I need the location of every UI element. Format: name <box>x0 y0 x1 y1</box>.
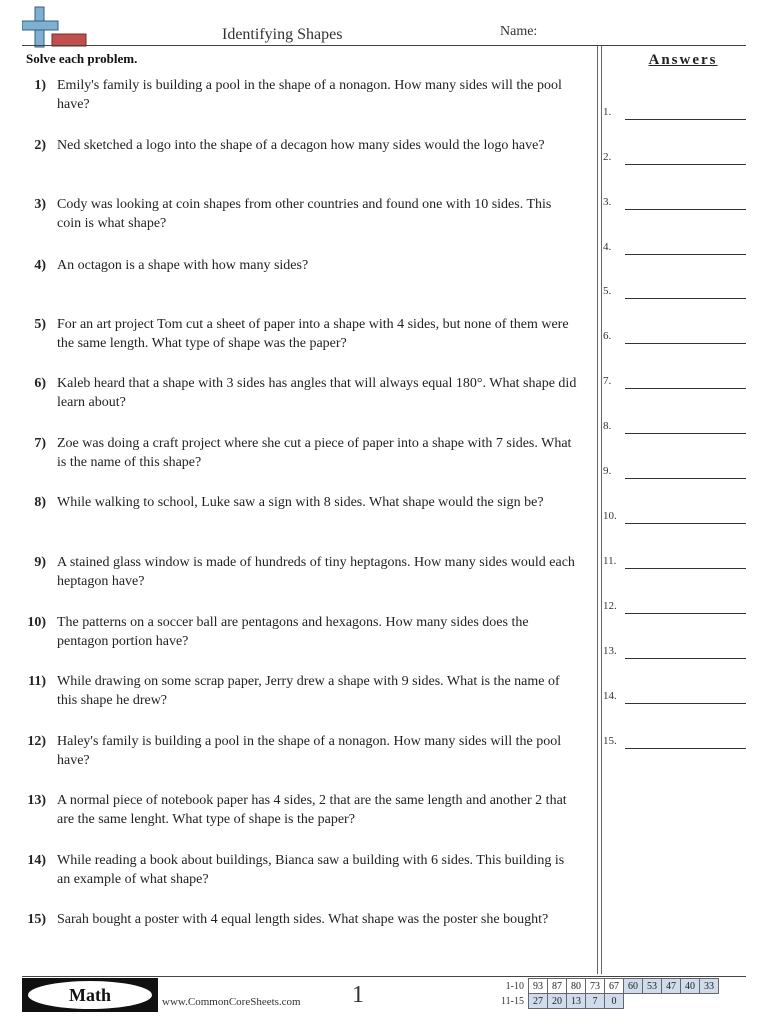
answer-label: 11. <box>603 555 617 567</box>
answer-label: 13. <box>603 645 617 657</box>
score-cell: 0 <box>604 994 623 1009</box>
column-divider <box>601 46 602 974</box>
problem-text: Haley's family is building a pool in the shape of a nonagon. How many sides will the pool have? <box>57 734 562 768</box>
problem-number: 10) <box>27 615 46 630</box>
answer-label: 6. <box>603 330 612 342</box>
answer-field[interactable] <box>603 100 746 120</box>
problem-number: 13) <box>27 793 46 808</box>
problem-text: While drawing on some scrap paper, Jerry drew a shape with 9 sides. What is the name of this shape he drew? <box>57 674 560 708</box>
score-cell: 20 <box>547 994 566 1009</box>
answer-label: 2. <box>603 151 612 163</box>
answer-field[interactable] <box>603 145 746 165</box>
problem-text: The patterns on a soccer ball are pentagons and hexagons. How many sides does the pentagon portion have? <box>57 615 529 649</box>
header-divider <box>22 45 746 46</box>
problem-number: 7) <box>34 436 46 451</box>
problem-number: 8) <box>34 495 46 510</box>
site-url: www.CommonCoreSheets.com <box>162 996 301 1008</box>
problem-text: Sarah bought a poster with 4 equal length sides. What shape was the poster she bought? <box>57 912 549 927</box>
problem-text: An octagon is a shape with how many sides? <box>57 258 309 273</box>
problem-number: 1) <box>34 78 46 93</box>
math-badge-label: Math <box>28 981 152 1009</box>
answer-line <box>625 613 746 614</box>
answers-heading: Answers <box>648 52 718 68</box>
column-divider <box>597 46 598 974</box>
problem-number: 14) <box>27 853 46 868</box>
answer-field[interactable] <box>603 594 746 614</box>
problem-text: Ned sketched a logo into the shape of a decagon how many sides would the logo have? <box>57 138 545 153</box>
problem-number: 12) <box>27 734 46 749</box>
problem-number: 2) <box>34 138 46 153</box>
score-row <box>499 994 718 1009</box>
problem-number: 4) <box>34 258 46 273</box>
problem-text: Kaleb heard that a shape with 3 sides has angles that will always equal 180°. What shape did learn about? <box>57 376 577 410</box>
answer-line <box>625 298 746 299</box>
score-cell: 80 <box>566 979 585 994</box>
answer-label: 12. <box>603 600 617 612</box>
answer-field[interactable] <box>603 684 746 704</box>
problem-number: 11) <box>28 674 46 689</box>
score-cell: 33 <box>699 979 718 994</box>
score-cell: 53 <box>642 979 661 994</box>
score-row <box>499 979 718 994</box>
answer-field[interactable] <box>603 279 746 299</box>
answer-field[interactable] <box>603 729 746 749</box>
answer-field[interactable] <box>603 504 746 524</box>
problem-number: 6) <box>34 376 46 391</box>
answer-line <box>625 658 746 659</box>
answer-label: 10. <box>603 510 617 522</box>
answer-line <box>625 119 746 120</box>
score-cell: 73 <box>585 979 604 994</box>
problem-text: Zoe was doing a craft project where she cut a piece of paper into a shape with 7 sides. What is the name of this shape? <box>57 436 572 470</box>
answer-label: 9. <box>603 465 612 477</box>
score-cell: 7 <box>585 994 604 1009</box>
answer-field[interactable] <box>603 190 746 210</box>
answer-line <box>625 254 746 255</box>
answer-line <box>625 478 746 479</box>
answer-label: 3. <box>603 196 612 208</box>
answer-line <box>625 433 746 434</box>
answer-label: 5. <box>603 285 612 297</box>
score-row-label: 11-15 <box>501 995 524 1007</box>
score-cell: 27 <box>528 994 547 1009</box>
problem-text: A stained glass window is made of hundreds of tiny heptagons. How many sides would each heptagon have? <box>57 555 575 589</box>
answer-line <box>625 388 746 389</box>
answer-line <box>625 343 746 344</box>
answer-label: 15. <box>603 735 617 747</box>
answer-line <box>625 568 746 569</box>
answer-line <box>625 523 746 524</box>
score-cell: 87 <box>547 979 566 994</box>
answer-line <box>625 209 746 210</box>
problem-text: For an art project Tom cut a sheet of paper into a shape with 4 sides, but none of them were the same length. What type of shape was the paper? <box>57 317 569 351</box>
answer-field[interactable] <box>603 549 746 569</box>
problem-text: While reading a book about buildings, Bianca saw a building with 6 sides. This building is an example of what shape? <box>57 853 565 887</box>
answer-line <box>625 164 746 165</box>
problem-number: 5) <box>34 317 46 332</box>
answer-label: 1. <box>603 106 612 118</box>
answer-field[interactable] <box>603 459 746 479</box>
problem-number: 9) <box>34 555 46 570</box>
problem-text: Emily's family is building a pool in the shape of a nonagon. How many sides will the pool have? <box>57 78 562 112</box>
worksheet-title: Identifying Shapes <box>222 26 343 43</box>
footer-divider <box>22 976 746 977</box>
answer-label: 7. <box>603 375 612 387</box>
answer-line <box>625 748 746 749</box>
answer-field[interactable] <box>603 235 746 255</box>
score-row-label: 1-10 <box>505 980 524 992</box>
answer-label: 8. <box>603 420 612 432</box>
answer-line <box>625 703 746 704</box>
answer-field[interactable] <box>603 324 746 344</box>
answer-field[interactable] <box>603 639 746 659</box>
score-cell: 47 <box>661 979 680 994</box>
problem-text: Cody was looking at coin shapes from other countries and found one with 10 sides. This coin is what shape? <box>57 197 552 231</box>
score-cell: 60 <box>623 979 642 994</box>
plus-logo-icon <box>22 6 88 48</box>
problem-text: A normal piece of notebook paper has 4 sides, 2 that are the same length and another 2 that are the same lenght. What type of shape is the paper? <box>57 793 567 827</box>
score-cell: 93 <box>528 979 547 994</box>
problem-number: 3) <box>34 197 46 212</box>
instructions: Solve each problem. <box>26 51 138 66</box>
name-label: Name: <box>500 24 538 39</box>
answer-label: 4. <box>603 241 612 253</box>
score-cell: 67 <box>604 979 623 994</box>
answer-field[interactable] <box>603 369 746 389</box>
problem-number: 15) <box>27 912 46 927</box>
score-cell: 13 <box>566 994 585 1009</box>
score-table <box>499 978 719 1009</box>
score-cell: 40 <box>680 979 699 994</box>
page-number: 1 <box>352 982 364 1008</box>
answer-field[interactable] <box>603 414 746 434</box>
answer-label: 14. <box>603 690 617 702</box>
problem-text: While walking to school, Luke saw a sign with 8 sides. What shape would the sign be? <box>57 495 544 510</box>
